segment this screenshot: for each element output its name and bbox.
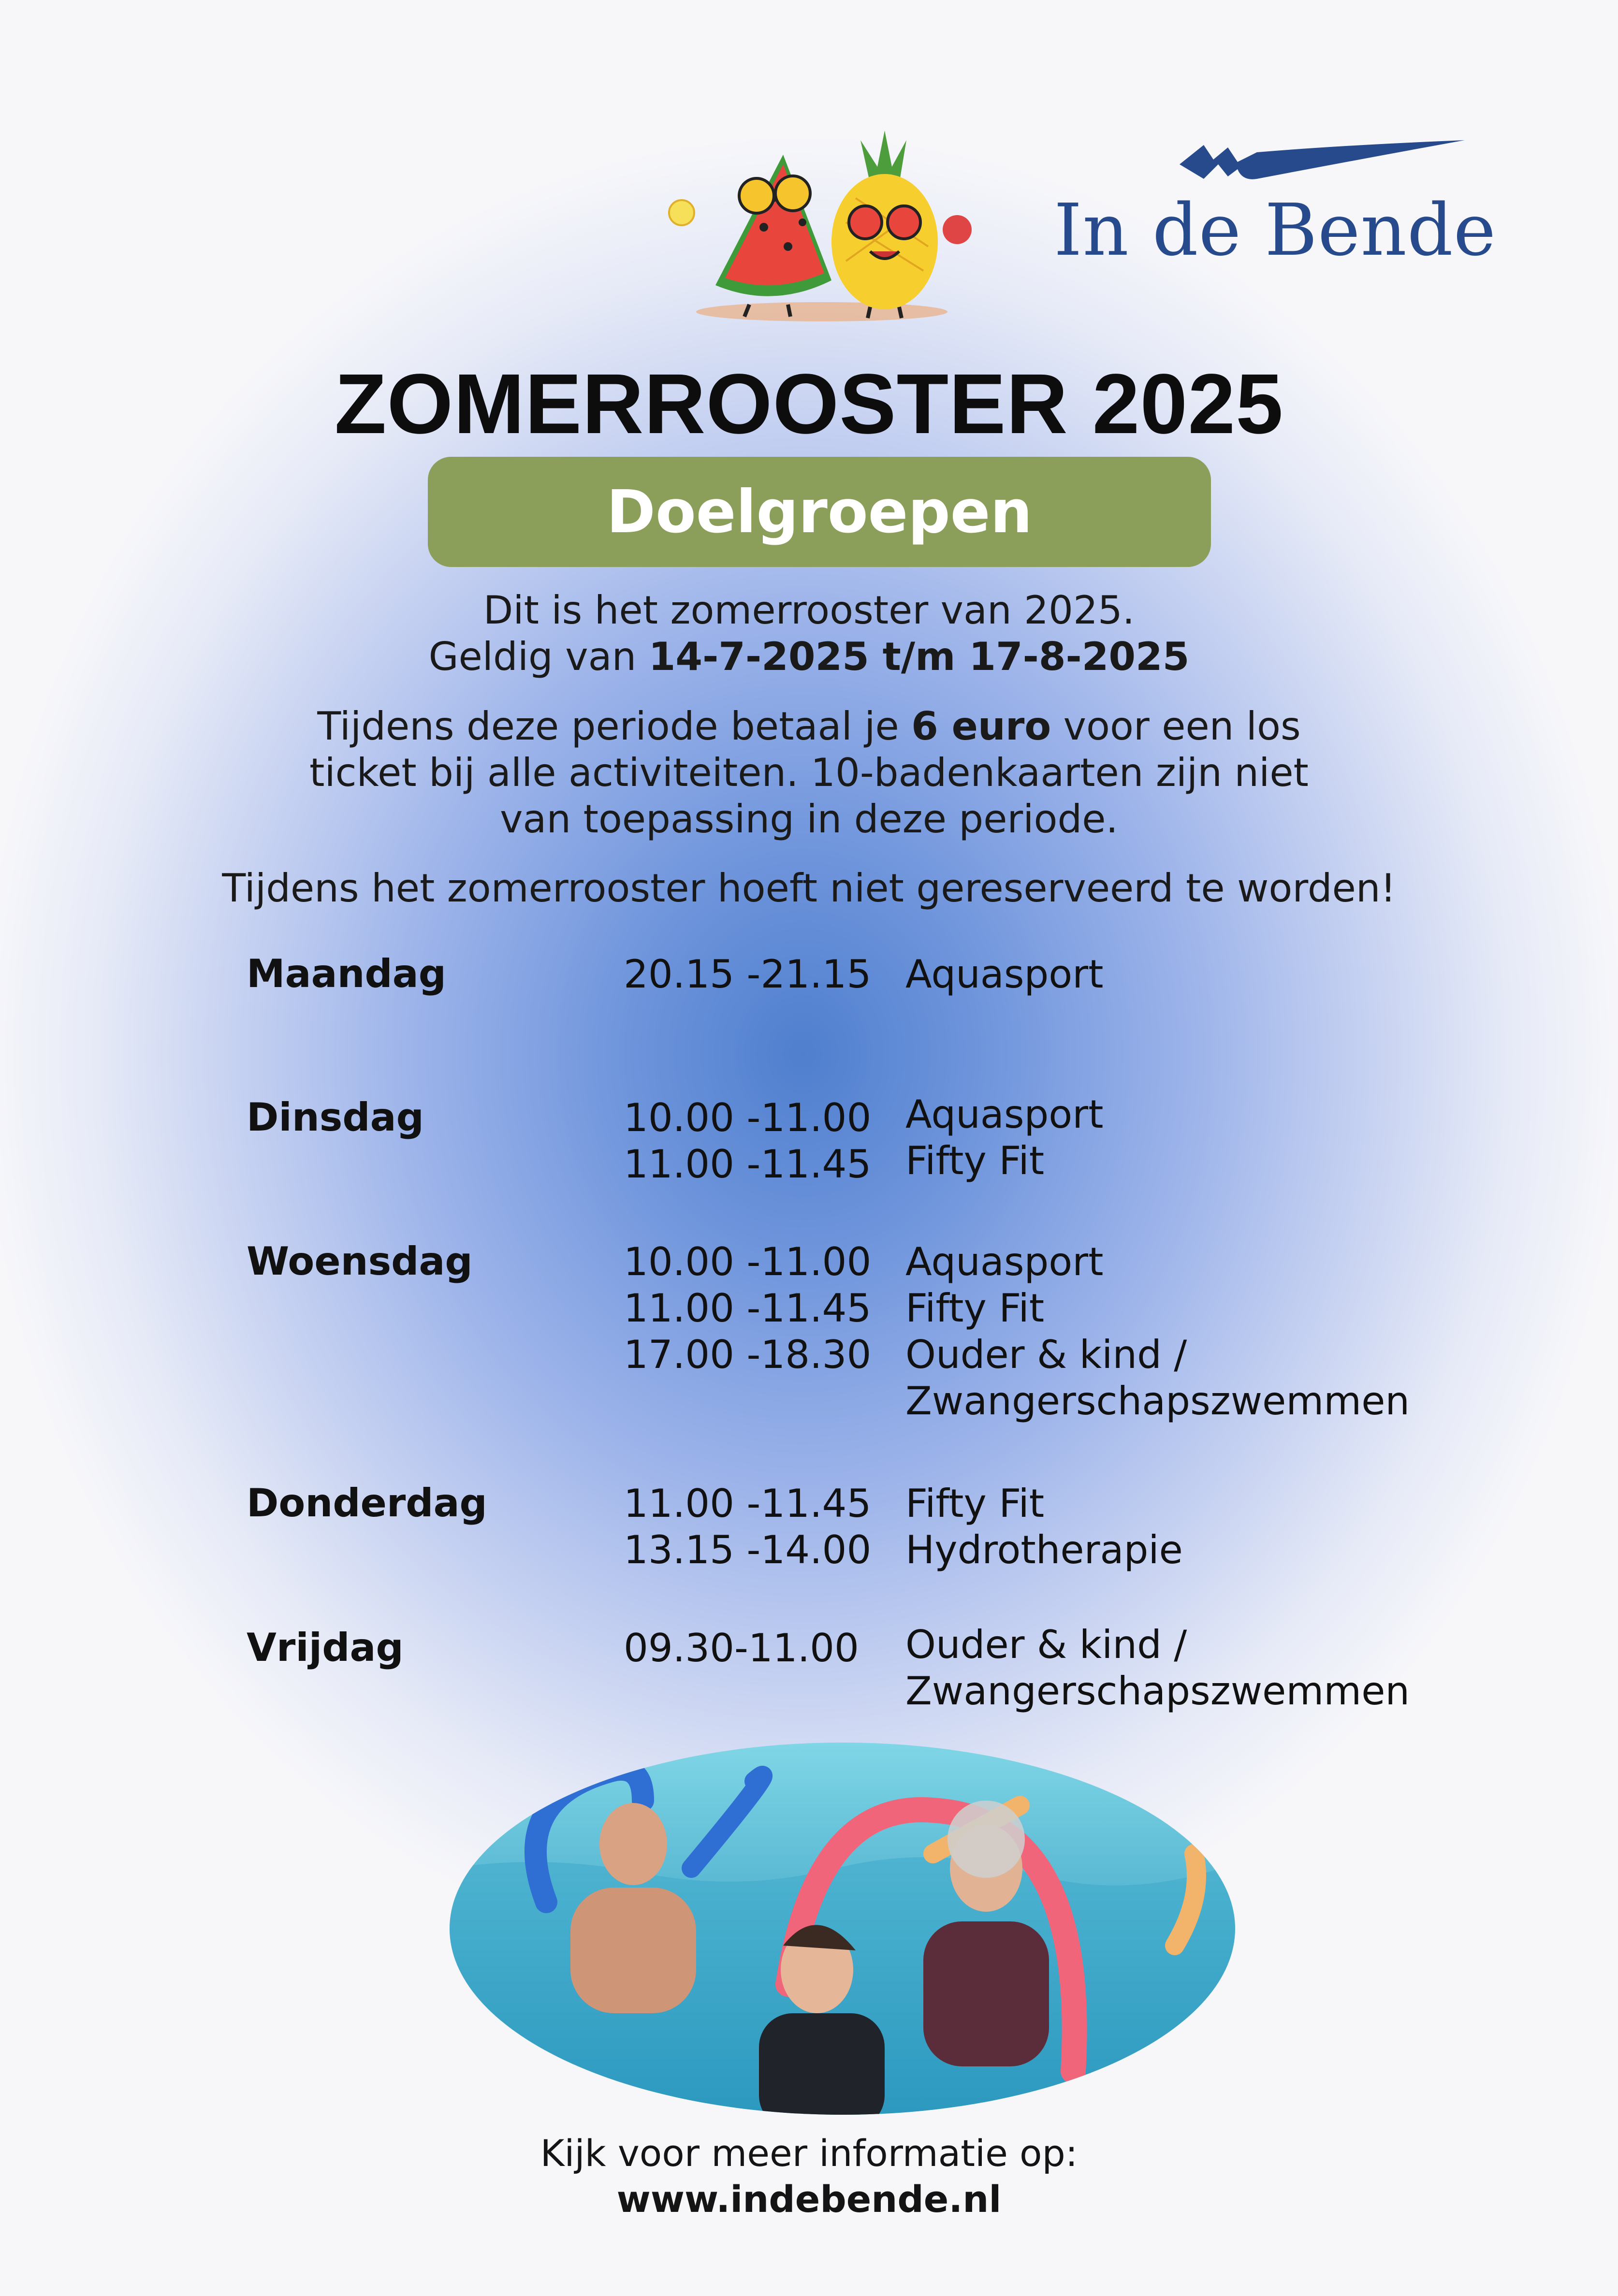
schedule-activities: Aquasport Fifty Fit	[905, 1092, 1104, 1183]
pineapple-mascot-icon	[831, 131, 938, 318]
schedule-times: 11.00 -11.45 13.15 -14.00	[624, 1481, 872, 1572]
schedule-activities: Ouder & kind / Zwangerschapszwemmen	[905, 1622, 1410, 1714]
price-line: Tijdens deze periode betaal je 6 euro voor een los	[317, 704, 1301, 749]
subtitle-banner: Doelgroepen	[428, 457, 1211, 567]
schedule-day: Maandag	[247, 951, 447, 996]
schedule-activities: Aquasport Fifty Fit Ouder & kind / Zwangerschapszwemmen	[905, 1239, 1410, 1424]
validity-dates: 14-7-2025 t/m 17-8-2025	[648, 634, 1190, 679]
fruit-mascots-icon	[662, 126, 981, 329]
footer-info: Kijk voor meer informatie op:	[540, 2132, 1078, 2175]
schedule-day: Woensdag	[247, 1239, 473, 1284]
intro-validity	[0, 587, 1618, 680]
website-link[interactable]: www.indebende.nl	[616, 2178, 1002, 2221]
schedule-times: 20.15 -21.15	[624, 952, 872, 997]
in-de-bende-logo	[1054, 135, 1499, 280]
price-amount: 6 euro	[911, 704, 1051, 749]
schedule-day: Donderdag	[247, 1481, 487, 1526]
schedule-day: Vrijdag	[247, 1625, 404, 1670]
swimmer-swoosh-icon	[1175, 135, 1474, 189]
page-title: ZOMERROOSTER 2025	[334, 357, 1284, 451]
price-info	[0, 703, 1618, 843]
schedule-activities: Fifty Fit Hydrotherapie	[905, 1481, 1183, 1572]
schedule-times: 09.30-11.00	[624, 1626, 859, 1671]
schedule-times: 10.00 -11.00 11.00 -11.45	[624, 1095, 872, 1187]
validity-line: Geldig van 14-7-2025 t/m 17-8-2025	[428, 634, 1190, 679]
schedule-day: Dinsdag	[247, 1095, 424, 1140]
watermelon-mascot-icon	[715, 155, 831, 317]
reservation-note: Tijdens het zomerrooster hoeft niet gereserveerd te worden!	[222, 866, 1396, 911]
aqua-fitness-photo	[450, 1743, 1235, 2115]
schedule-times: 10.00 -11.00 11.00 -11.45 17.00 -18.30	[624, 1239, 872, 1377]
intro-line: Dit is het zomerrooster van 2025.	[483, 588, 1135, 633]
price-line-2: ticket bij alle activiteiten. 10-badenkaarten zijn niet	[309, 750, 1309, 795]
price-line-3: van toepassing in deze periode.	[500, 797, 1118, 842]
logo-text: In de Bende	[1054, 189, 1497, 272]
schedule-activities: Aquasport	[905, 952, 1104, 997]
